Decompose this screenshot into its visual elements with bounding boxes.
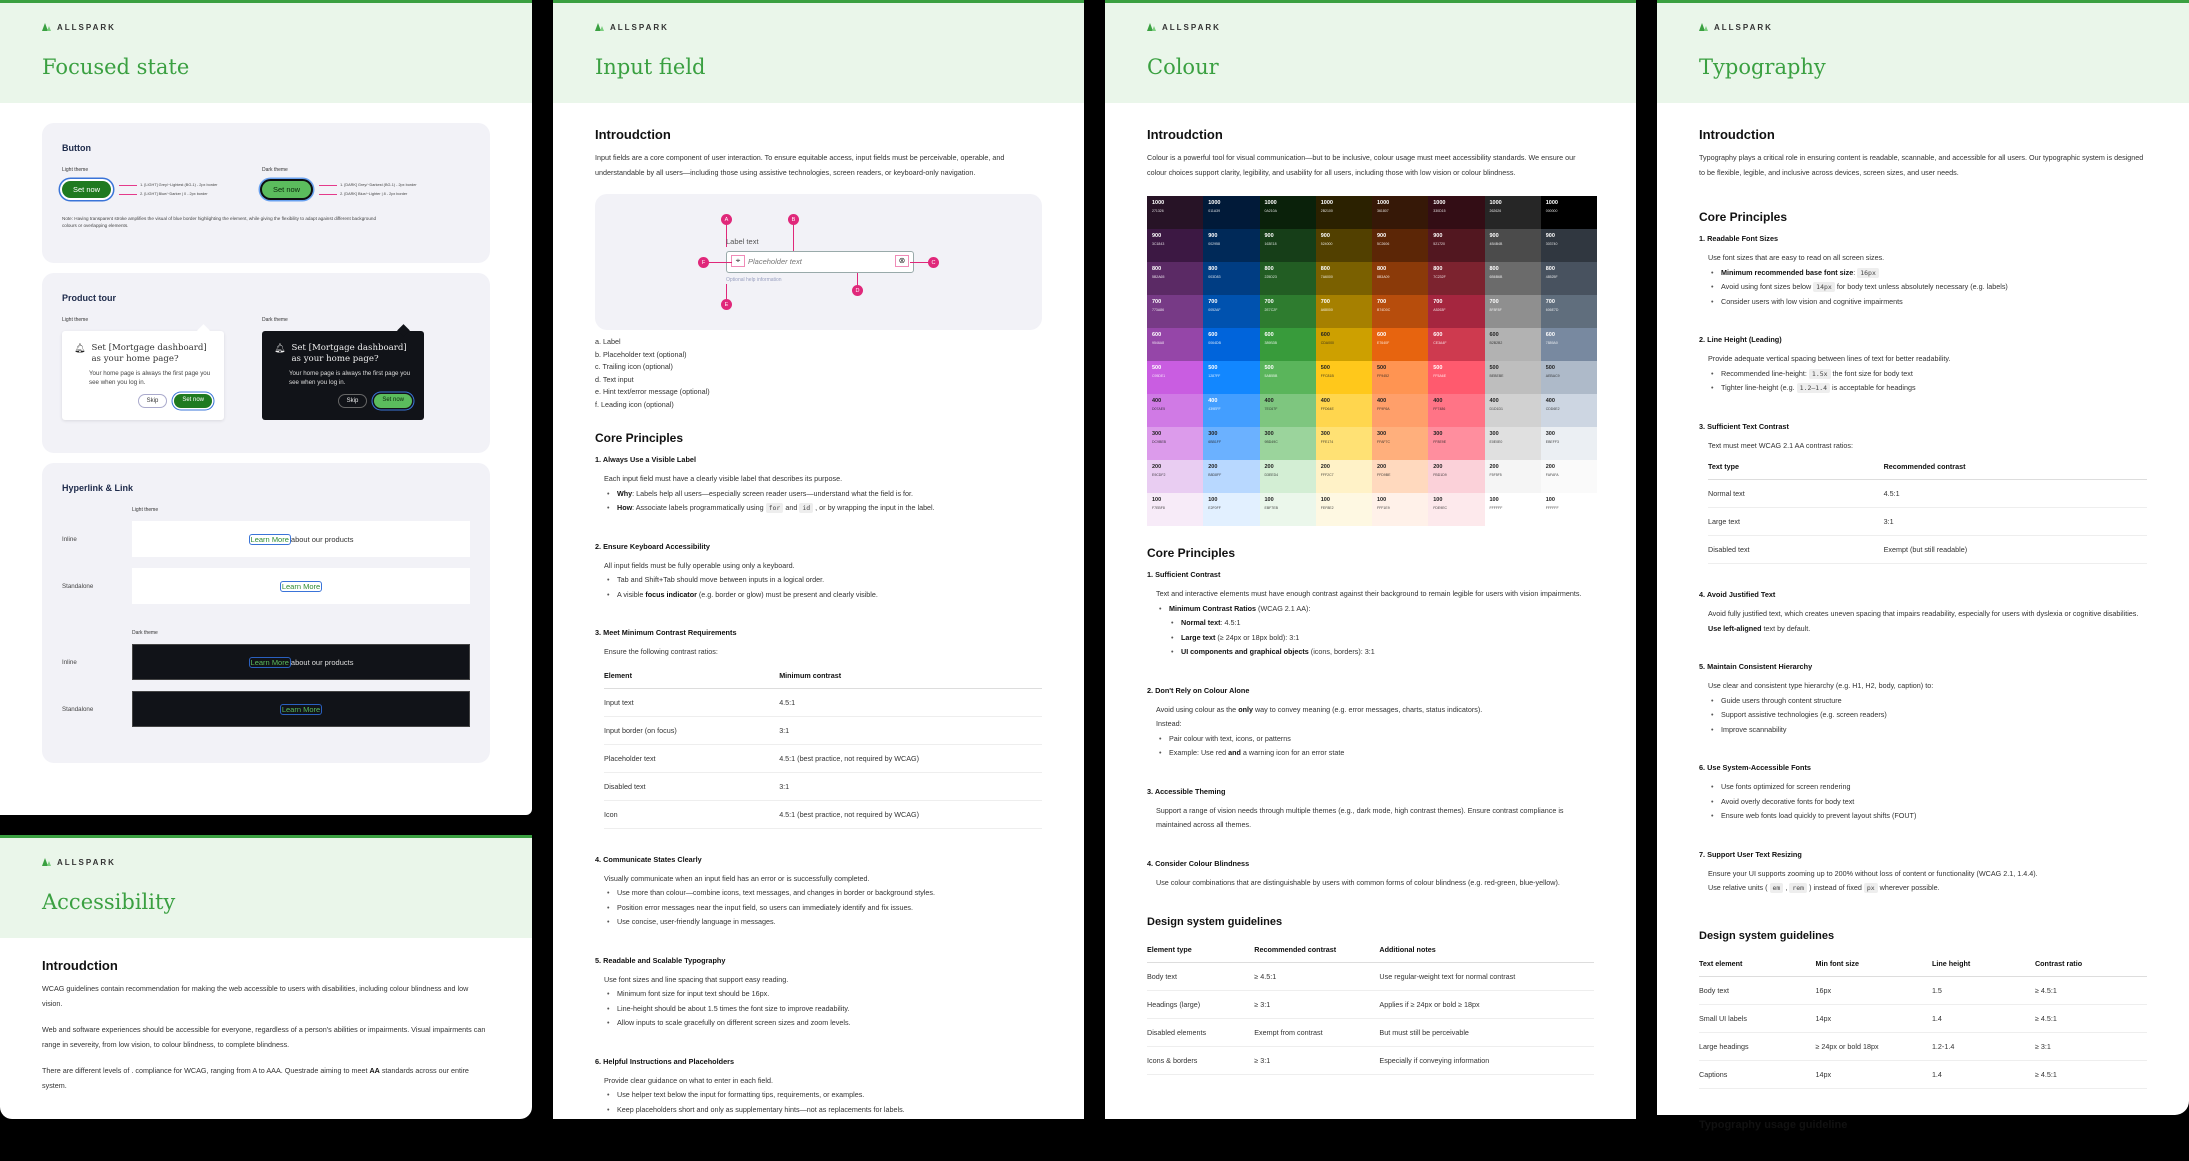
colour-swatch-purple-800: 800 5B2A65: [1147, 262, 1203, 295]
brand-name: ALLSPARK: [1714, 22, 1773, 32]
dark-theme-label: Dark theme: [262, 317, 288, 323]
annotation: 1. [DARK] Grey/~Darkest (BG-1) - 2px border: [319, 183, 417, 187]
principle-text: Text must meet WCAG 2.1 AA contrast ratios:: [1708, 440, 1853, 450]
principle-text: Use font sizes and line spacing that support easy reading.: [604, 974, 789, 984]
tour-text: Your home page is always the first page you see when you log in.: [89, 370, 211, 386]
pin-b: B: [788, 214, 799, 225]
page-title: Focused state: [42, 55, 190, 79]
table-row: Large headings ≥ 24px or bold 18px 1.2-1.4 ≥ 3:1: [1699, 1032, 2147, 1060]
colour-swatch-blue-400: 400 439EFF: [1203, 394, 1259, 427]
location-pin-icon: ⌖: [732, 256, 744, 266]
panel-header: [553, 3, 1084, 103]
colour-swatch-green-600: 600 389B3B: [1260, 328, 1316, 361]
colour-swatch-grey-500: 500 BEBEBE: [1485, 361, 1541, 394]
pin-e: E: [721, 299, 732, 310]
card-title: Product tour: [62, 293, 116, 303]
learn-more-link[interactable]: Learn More: [250, 534, 289, 544]
inline-label: Inline: [62, 658, 77, 666]
colour-swatch-blue-1000: 1000 011A39: [1203, 196, 1259, 229]
colour-swatch-yellow-500: 500 FFC81B: [1316, 361, 1372, 394]
principle-bullets: • Use fonts optimized for screen rendering • Avoid overly decorative fonts for body text • Ensure web fonts load quickly to prevent layout shifts (FOUT): [1699, 780, 2147, 824]
usage-heading: Typography usage guideline: [1699, 1118, 1848, 1131]
colour-swatch-orange-800: 800 8B3A09: [1372, 262, 1428, 295]
learn-more-link[interactable]: Learn More: [250, 657, 289, 667]
principle-title: 1. Always Use a Visible Label: [595, 455, 696, 464]
brand-logo: [42, 21, 490, 33]
principle-title: 4. Consider Colour Blindness: [1147, 858, 1250, 868]
annotation: 1. [LIGHT] Grey/~Lightest (BG-1) - 2px border: [119, 183, 217, 187]
colour-swatch-slate-1000: 1000 000000: [1541, 196, 1597, 229]
principle-text: Avoid using colour as the only way to convey meaning (e.g. error messages, charts, status indicators).: [1156, 704, 1483, 714]
panel-header: [1105, 3, 1636, 103]
annotation: 2. [LIGHT] Blue/~Darker | 0 - 2px border: [119, 192, 217, 196]
table-row: Captions 14px 1.4 ≥ 4.5:1: [1699, 1060, 2147, 1088]
colour-swatch-orange-600: 600 E7640F: [1372, 328, 1428, 361]
button-card: [42, 123, 490, 263]
colour-swatch-yellow-600: 600 CDA000: [1316, 328, 1372, 361]
intro-paragraph: WCAG guidelines contain recommendation for making the web accessible to users with disabilities, including colour blindness and low vision.: [42, 984, 469, 1008]
light-theme-label: Light theme: [62, 317, 89, 323]
allspark-logo-icon: [1699, 23, 1709, 31]
input-anatomy-diagram: [595, 194, 1042, 330]
page-title: Colour: [1147, 55, 1219, 79]
principle-title: 5. Readable and Scalable Typography: [595, 955, 726, 965]
colour-swatch-yellow-400: 400 FFD64E: [1316, 394, 1372, 427]
colour-swatch-orange-400: 400 FF9F6A: [1372, 394, 1428, 427]
annotation: 2. [DARK] Blue/~Lighter | 8 - 2px border: [319, 192, 417, 196]
colour-swatch-grey-300: 300 E0E0E0: [1485, 427, 1541, 460]
colour-swatch-slate-500: 500 AEBAC9: [1541, 361, 1597, 394]
colour-swatch-slate-300: 300 EBEFF3: [1541, 427, 1597, 460]
colour-swatch-slate-400: 400 CDD6E2: [1541, 394, 1597, 427]
table-row: Headings (large) ≥ 3:1 Applies if ≥ 24px or bold ≥ 18px: [1147, 991, 1594, 1019]
colour-swatch-green-300: 300 9BD49C: [1260, 427, 1316, 460]
guidelines-heading: Design system guidelines: [1699, 929, 1835, 942]
colour-swatch-green-1000: 1000 0A210A: [1260, 196, 1316, 229]
colour-swatch-red-700: 700 A5263F: [1428, 295, 1484, 328]
colour-swatch-red-400: 400 FF7486: [1428, 394, 1484, 427]
principle-title: 3. Sufficient Text Contrast: [1699, 421, 1789, 431]
guidelines-table: Element type Recommended contrast Additional notes Body text ≥ 4.5:1 Use regular-weight text for normal contrast Headings (large) ≥ 3:1 Applies if ≥ 24px or bold ≥ 18px Disabled elements Exempt from contrast But must still be perceivable Icons & borders ≥ 3:1 Especially if conveying information: [1147, 938, 1594, 1075]
allspark-logo-icon: [1147, 23, 1157, 31]
principle-title: 6. Helpful Instructions and Placeholders: [595, 1056, 735, 1066]
inline-link-light: [132, 521, 470, 557]
tour-text: Your home page is always the first page you see when you log in.: [289, 370, 411, 386]
principle-bullets: • Pair colour with text, icons, or patterns • Example: Use red and a warning icon for an error state: [1147, 732, 1594, 761]
learn-more-link[interactable]: Learn More: [281, 581, 321, 591]
colour-swatch-yellow-900: 900 524000: [1316, 229, 1372, 262]
colour-swatch-orange-200: 200 FFD9BE: [1372, 460, 1428, 493]
colour-swatch-red-300: 300 FF8E9E: [1428, 427, 1484, 460]
intro-heading: Introudction: [42, 958, 118, 973]
principle-bullets: • Minimum font size for input text should be 16px. • Line-height should be about 1.5 times the font size to improve readability. • Allow inputs to scale gracefully on different screen sizes and zoom levels.: [595, 987, 1042, 1031]
standalone-label: Standalone: [62, 582, 94, 590]
principle-title: 4. Communicate States Clearly: [595, 854, 702, 864]
colour-swatch-blue-200: 200 B8D8FF: [1203, 460, 1259, 493]
intro-paragraph: Input fields are a core component of user interaction. To ensure equitable access, input fields must be perceivable, operable, and understandable by all users—including those using assistive technologies, screen readers, or keyboard-only navigation.: [595, 153, 1005, 177]
inline-label: Inline: [62, 535, 77, 543]
set-now-button[interactable]: Set now: [374, 394, 412, 408]
standalone-link-dark: [132, 691, 470, 727]
principle-text: Use relative units ( em , rem ) instead of fixed px wherever possible.: [1708, 883, 1940, 892]
tour-popup-dark: [262, 331, 424, 420]
set-now-button-dark[interactable]: Set now: [262, 181, 311, 198]
brand-name: ALLSPARK: [57, 857, 116, 867]
accessibility-panel: [0, 835, 532, 1119]
panel-header: [0, 838, 532, 938]
principle-bullets: • Guide users through content structure • Support assistive technologies (e.g. screen readers) • Improve scannability: [1699, 694, 2147, 738]
text-contrast-table: Text type Recommended contrast Normal text 4.5:1 Large text 3:1 Disabled text Exempt (but still readable): [1708, 455, 2147, 564]
allspark-logo-icon: [42, 23, 52, 31]
clear-icon[interactable]: ⊗: [896, 256, 908, 266]
page-title: Typography: [1699, 55, 1826, 79]
brand-name: ALLSPARK: [57, 22, 116, 32]
intro-heading: Introudction: [595, 127, 671, 142]
colour-swatch-grey-400: 400 D1D1D1: [1485, 394, 1541, 427]
colour-swatch-grey-100: 100 FFFFFF: [1485, 493, 1541, 526]
principle-bullets: • Recommended line-height: 1.5x the font size for body text • Tighter line-height (e.g. 1.2–1.4 is acceptable for headings: [1699, 367, 2147, 396]
colour-swatch-green-100: 100 EBF7EB: [1260, 493, 1316, 526]
page-title: Accessibility: [42, 890, 176, 914]
link-suffix: about our products: [290, 657, 354, 667]
colour-swatch-red-600: 600 CE3A4F: [1428, 328, 1484, 361]
colour-swatch-purple-600: 600 9546A8: [1147, 328, 1203, 361]
colour-swatch-red-200: 200 FBD1D9: [1428, 460, 1484, 493]
colour-swatch-red-800: 800 7C232F: [1428, 262, 1484, 295]
anatomy-legend: a. Label b. Placeholder text (optional) c. Trailing icon (optional) d. Text input e. Hint text/error message (optional) f. Leading icon (optional): [595, 337, 710, 409]
note-text: Note: Having transparent stroke amplifies the visual of blue border highlighting the element, while giving the flexibility to adapt against different background colours or overlapping elements.: [62, 216, 377, 228]
principle-text: Text and interactive elements must have enough contrast against their background to remain legible for users with vision impairments.: [1156, 589, 1582, 598]
colour-swatch-blue-100: 100 E2F0FF: [1203, 493, 1259, 526]
colour-swatch-slate-600: 600 7889A0: [1541, 328, 1597, 361]
table-row: Icons & borders ≥ 3:1 Especially if conveying information: [1147, 1047, 1594, 1075]
pin-c: C: [928, 257, 939, 268]
core-principles-heading: Core Principles: [595, 431, 684, 445]
principle-title: 3. Accessible Theming: [1147, 786, 1226, 796]
colour-swatch-purple-500: 500 C95DE1: [1147, 361, 1203, 394]
colour-swatch-slate-800: 800 48525F: [1541, 262, 1597, 295]
principle-bullets: • Tab and Shift+Tab should move between inputs in a logical order. • A visible focus indicator (e.g. border or glow) must be present and clearly visible.: [595, 573, 1042, 602]
colour-swatch-slate-900: 900 303740: [1541, 229, 1597, 262]
pin-d: D: [852, 285, 863, 296]
colour-swatch-blue-500: 500 1287FF: [1203, 361, 1259, 394]
colour-swatch-yellow-1000: 1000 2B2100: [1316, 196, 1372, 229]
colour-swatch-yellow-100: 100 FEF8E2: [1316, 493, 1372, 526]
focused-state-panel: [0, 0, 532, 815]
principle-sub-bullets: • Normal text: 4.5:1 • Large text (≥ 24px or 18px bold): 3:1 • UI components and graphical objects (icons, borders): 3:1: [1147, 616, 1594, 660]
colour-swatch-blue-800: 800 003D83: [1203, 262, 1259, 295]
guidelines-heading: Design system guidelines: [1147, 916, 1283, 928]
table-row: Placeholder text 4.5:1 (best practice, not required by WCAG): [604, 744, 1042, 772]
bell-icon: 🔔︎: [274, 343, 286, 353]
colour-swatch-green-500: 500 5AB55B: [1260, 361, 1316, 394]
pin-f: F: [698, 257, 709, 268]
principle-text: Provide clear guidance on what to enter in each field.: [604, 1075, 774, 1085]
colour-swatch-grey-800: 800 6B6B6B: [1485, 262, 1541, 295]
principle-title: 6. Use System-Accessible Fonts: [1699, 763, 1811, 772]
link-suffix: about our products: [290, 534, 354, 544]
principle-title: 3. Meet Minimum Contrast Requirements: [595, 628, 737, 637]
principle-title: 7. Support User Text Resizing: [1699, 849, 1802, 859]
principle-text: All input fields must be fully operable using only a keyboard.: [604, 560, 795, 570]
inline-link-dark: [132, 644, 470, 680]
principle-text: Visually communicate when an input field has an error or is successfully completed.: [604, 873, 870, 883]
principle-title: 2. Don't Rely on Colour Alone: [1147, 685, 1250, 695]
product-tour-card: [42, 273, 490, 453]
principle-text: Use colour combinations that are distinguishable by users with common forms of colour blindness (e.g. red-green, blue-yellow).: [1156, 877, 1560, 887]
input-field-panel: [553, 0, 1084, 1119]
dark-theme-label: Dark theme: [132, 630, 158, 636]
colour-swatch-grey-700: 700 8F8F8F: [1485, 295, 1541, 328]
principle-text: Use clear and consistent type hierarchy (e.g. H1, H2, body, caption) to:: [1708, 681, 1934, 690]
colour-swatch-purple-1000: 1000 271326: [1147, 196, 1203, 229]
demo-placeholder: Placeholder text: [748, 257, 802, 266]
table-row: Input border (on focus) 3:1: [604, 716, 1042, 744]
principle-bullets: • Why: Labels help all users—especially screen reader users—understand what the field is for. • How: Associate labels programmatically using for and id , or by wrapping the input in the label.: [595, 487, 1042, 516]
intro-heading: Introudction: [1699, 127, 1775, 142]
table-row: Icon 4.5:1 (best practice, not required by WCAG): [604, 800, 1042, 828]
light-theme-label: Light theme: [62, 167, 89, 173]
colour-swatch-purple-200: 200 E9CDF2: [1147, 460, 1203, 493]
colour-swatch-green-400: 400 7EC67F: [1260, 394, 1316, 427]
table-row: Body text 16px 1.5 ≥ 4.5:1: [1699, 976, 2147, 1004]
principle-text: Ensure the following contrast ratios:: [604, 647, 718, 656]
table-row: Body text ≥ 4.5:1 Use regular-weight text for normal contrast: [1147, 963, 1594, 991]
colour-swatch-yellow-200: 200 FFF2C7: [1316, 460, 1372, 493]
principle-title: 1. Sufficient Contrast: [1147, 570, 1221, 579]
colour-panel: [1105, 0, 1636, 1119]
colour-swatch-orange-100: 100 FFF1E9: [1372, 493, 1428, 526]
principle-title: 2. Ensure Keyboard Accessibility: [595, 541, 710, 551]
contrast-table: Element Minimum contrast Input text 4.5:1 Input border (on focus) 3:1 Placeholder text 4.5:1 (best practice, not required by WCAG) Disabled text 3:1 Icon 4.5:1 (best practice, not required by WCAG): [604, 664, 1042, 829]
colour-swatch-slate-100: 100 FFFFFF: [1541, 493, 1597, 526]
colour-swatch-blue-900: 900 002958: [1203, 229, 1259, 262]
colour-swatch-slate-700: 700 606E7D: [1541, 295, 1597, 328]
principle-text: Each input field must have a clearly visible label that describes its purpose.: [604, 474, 843, 483]
brand-name: ALLSPARK: [610, 22, 669, 32]
principle-title: 2. Line Height (Leading): [1699, 335, 1782, 344]
colour-swatch-green-800: 800 225D23: [1260, 262, 1316, 295]
colour-swatch-grey-200: 200 F5F5F5: [1485, 460, 1541, 493]
colour-swatch-purple-300: 300 DC9BEB: [1147, 427, 1203, 460]
set-now-button-light[interactable]: Set now: [62, 181, 111, 198]
core-principles-heading: Core Principles: [1699, 210, 1788, 224]
page-title: Input field: [595, 55, 706, 79]
tour-title: Set [Mortgage dashboard] as your home page?: [291, 343, 407, 364]
principle-bullets: • Minimum recommended base font size: 16px • Avoid using font sizes below 14px for body text unless absolutely necessary (e.g. labels) • Consider users with low vision and cognitive impairments: [1699, 266, 2147, 310]
colour-swatch-grey-600: 600 B2B2B2: [1485, 328, 1541, 361]
intro-heading: Introudction: [1147, 127, 1223, 142]
principle-title: 4. Avoid Justified Text: [1699, 590, 1776, 599]
table-row: Disabled text 3:1: [604, 772, 1042, 800]
colour-swatch-yellow-300: 300 FFE174: [1316, 427, 1372, 460]
allspark-logo-icon: [42, 858, 52, 866]
demo-help-text: Optional help information: [726, 277, 782, 283]
demo-label: Label text: [726, 237, 759, 246]
colour-swatch-purple-900: 900 3C1843: [1147, 229, 1203, 262]
principle-text: Ensure your UI supports zooming up to 200% without loss of content or functionality (WCAG 2.1, 1.4.4).: [1708, 868, 2038, 878]
colour-swatch-purple-700: 700 773A86: [1147, 295, 1203, 328]
card-title: Hyperlink & Link: [62, 483, 134, 493]
table-row: Input text 4.5:1: [604, 688, 1042, 716]
bell-icon: 🔔︎: [74, 343, 86, 353]
panel-header: [1657, 3, 2189, 103]
principle-title: 1. Readable Font Sizes: [1699, 234, 1779, 243]
colour-swatch-green-700: 700 2E7C2F: [1260, 295, 1316, 328]
colour-swatch-purple-100: 100 F7EBF8: [1147, 493, 1203, 526]
principle-text: Avoid fully justified text, which creates uneven spacing that impairs readability, especially for users with dyslexia or cognitive disabilities. Use left-aligned text by default.: [1708, 609, 2139, 633]
colour-swatch-red-1000: 1000 330D15: [1428, 196, 1484, 229]
pin-a: A: [721, 214, 732, 225]
colour-swatch-orange-500: 500 FF9452: [1372, 361, 1428, 394]
table-row: Large text 3:1: [1708, 508, 2147, 536]
colour-swatch-grey-1000: 1000 262626: [1485, 196, 1541, 229]
colour-swatch-purple-400: 400 D07AE5: [1147, 394, 1203, 427]
intro-paragraph: Web and software experiences should be accessible for everyone, regardless of a person's abilities or impairments. Visual impairments can range in severeity, from low vision, to colour blindness, to complete blindness.: [42, 1025, 486, 1049]
colour-swatch-red-500: 500 FF5A6E: [1428, 361, 1484, 394]
table-row: Normal text 4.5:1: [1708, 480, 2147, 508]
core-principles-heading: Core Principles: [1147, 546, 1236, 560]
principle-bullets: • Minimum Contrast Ratios (WCAG 2.1 AA):: [1147, 602, 1594, 617]
brand-logo: [1699, 21, 2147, 33]
skip-button[interactable]: Skip: [138, 394, 168, 408]
colour-swatch-orange-300: 300 FFAF7C: [1372, 427, 1428, 460]
colour-swatch-orange-900: 900 5C2606: [1372, 229, 1428, 262]
colour-swatch-yellow-800: 800 7A6000: [1316, 262, 1372, 295]
tour-popup-light: [62, 331, 224, 420]
typography-guidelines-table: Text element Min font size Line height Contrast ratio Body text 16px 1.5 ≥ 4.5:1 Small UI labels 14px 1.4 ≥ 4.5:1 Large headings ≥ 24px or bold 18px 1.2-1.4 ≥ 3:1 Captions 14px 1.4 ≥ 4.5:1: [1699, 952, 2147, 1089]
brand-logo: [42, 856, 490, 868]
brand-name: ALLSPARK: [1162, 22, 1221, 32]
hyperlink-card: [42, 463, 490, 763]
colour-swatch-yellow-700: 700 A68000: [1316, 295, 1372, 328]
brand-logo: [1147, 21, 1594, 33]
brand-logo: [595, 21, 1042, 33]
intro-paragraph: Typography plays a critical role in ensuring content is readable, scannable, and accessible for all users. Our typographic system is designed to be flexible, legible, and inclusive across devices, screen sizes, and user needs.: [1699, 153, 2144, 177]
table-row: Disabled elements Exempt from contrast But must still be perceivable: [1147, 1019, 1594, 1047]
colour-swatch-green-200: 200 D3EED4: [1260, 460, 1316, 493]
skip-button[interactable]: Skip: [338, 394, 368, 408]
principle-text: Support a range of vision needs through multiple themes (e.g., dark mode, high contrast themes). Ensure contrast compliance is maintained across all themes.: [1156, 805, 1564, 829]
principle-text: Instead:: [1156, 719, 1182, 728]
colour-swatch-blue-600: 600 0064DB: [1203, 328, 1259, 361]
panel-header: [0, 3, 532, 103]
colour-swatch-red-900: 900 521720: [1428, 229, 1484, 262]
light-theme-label: Light theme: [132, 507, 159, 513]
colour-swatch-grey-900: 900 4B4B4B: [1485, 229, 1541, 262]
intro-paragraph: Colour is a powerful tool for visual communication—but to be inclusive, colour usage must meet accessibility standards. We ensure our colour choices support clarity, legibility, and usability for all users, including those with low vision or colour blindness.: [1147, 153, 1576, 177]
set-now-button[interactable]: Set now: [174, 394, 212, 408]
principle-text: Use font sizes that are easy to read on all screen sizes.: [1708, 253, 1885, 262]
principle-bullets: • Use more than colour—combine icons, text messages, and changes in border or background styles. • Position error messages near the input field, so users can immediately identify and fix issues. • Use concise, user-friendly language in messages.: [595, 886, 1042, 930]
colour-swatch-orange-1000: 1000 361807: [1372, 196, 1428, 229]
table-row: Disabled text Exempt (but still readable): [1708, 536, 2147, 564]
principle-text: Provide adequate vertical spacing between lines of text for better readability.: [1708, 354, 1951, 363]
allspark-logo-icon: [595, 23, 605, 31]
colour-swatch-blue-300: 300 6BB1FF: [1203, 427, 1259, 460]
colour-swatch-slate-200: 200 FAFAFA: [1541, 460, 1597, 493]
dark-theme-label: Dark theme: [262, 167, 288, 173]
typography-panel: [1657, 0, 2189, 1131]
tour-title: Set [Mortgage dashboard] as your home page?: [91, 343, 207, 364]
colour-swatch-orange-700: 700 B74D0C: [1372, 295, 1428, 328]
card-title: Button: [62, 143, 91, 153]
standalone-link-light: [132, 568, 470, 604]
colour-swatch-green-900: 900 163E18: [1260, 229, 1316, 262]
colour-palette-grid: [1147, 196, 1597, 526]
learn-more-link[interactable]: Learn More: [281, 704, 321, 714]
intro-paragraph: There are different levels of . compliance for WCAG, ranging from A to AAA. Questrade aiming to meet AA standards across our entire system.: [42, 1066, 469, 1090]
colour-swatch-red-100: 100 FDE9EC: [1428, 493, 1484, 526]
colour-swatch-blue-700: 700 0052AF: [1203, 295, 1259, 328]
table-row: Small UI labels 14px 1.4 ≥ 4.5:1: [1699, 1004, 2147, 1032]
standalone-label: Standalone: [62, 705, 94, 713]
principle-bullets: • Use helper text below the input for formatting tips, requirements, or examples. • Keep placeholders short and only as supplementary hints—not as replacements for labels.: [595, 1088, 1042, 1117]
principle-title: 5. Maintain Consistent Hierarchy: [1699, 662, 1813, 671]
